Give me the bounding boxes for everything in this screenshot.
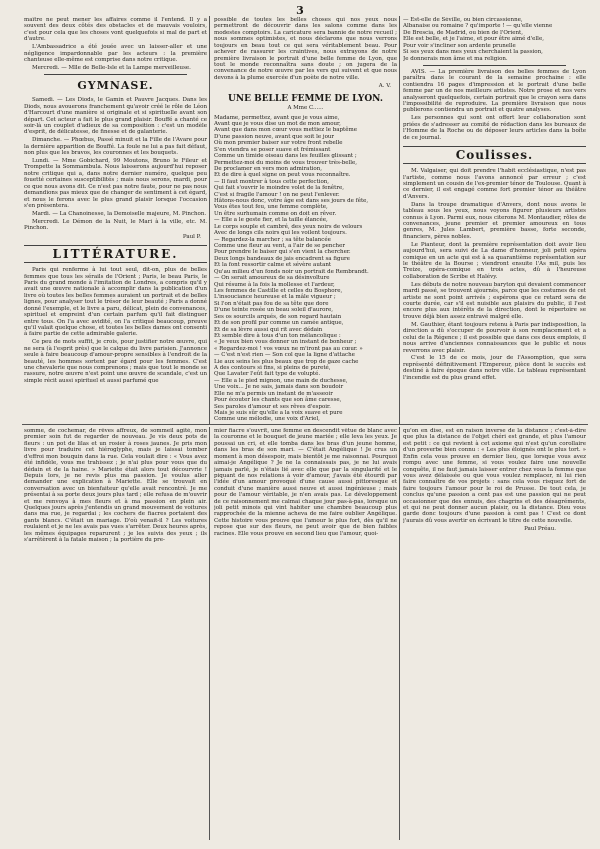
poem-line: Hâtons-nous donc, votre âge est dans ses jours de fête, bbox=[214, 198, 369, 205]
column-rule bbox=[209, 427, 210, 840]
poem-line: Madame, permettez, avant que je vous aime, bbox=[214, 114, 340, 121]
paragraph: Les personnes qui sont ont offert leur collaboration sont priées de s'adresser au comité de rédaction dans les bureaux de l'Homme de la Roche ou de déposer leurs articles dans la boîte de ce journal. bbox=[403, 115, 586, 141]
poem-verses bbox=[403, 17, 586, 62]
poem-line: — Elle a le geste fier, et la taille élancée, bbox=[214, 217, 328, 224]
poem-line: Ses paroles d'amour et ses rêves d'espoir. bbox=[214, 403, 331, 410]
poem-line: Ses os sourcils arqués, de son regard hautain bbox=[214, 313, 342, 320]
poem-line: — C'est n'est rien — Son col que la ligne d'attache bbox=[214, 352, 355, 359]
poem-verses bbox=[214, 115, 397, 421]
column-rule bbox=[399, 16, 400, 424]
paragraph: Le Pianteur, dont la première représentation doit avoir lieu aujourd'hui, sera suivi de La dame d'honneur, joli petit opéra comique en un acte qui est à sa quarantième représentation sur le théâtre de la Bourse ; viendront ensuite l'As mil, puis les Treize, opéra-comique en trois actes, dû à l'heureuse collaboration de Scribe et Halévy. bbox=[403, 241, 586, 280]
page-number: 3 bbox=[296, 4, 304, 17]
poem-line: Comme un timide oiseau dans les feuilles glissant ; bbox=[214, 153, 357, 160]
paragraph: maître ne peut mener les affaires comme il l'entend. Il y a souvent des deux côtés des obstacles et de mauvais vouloirs, c'est pour cela que les choses vont quelquefois si mal de part et d'autre. bbox=[24, 17, 207, 43]
signature: Paul Préau. bbox=[524, 526, 556, 533]
paragraph: possible de toutes les belles choses qui nos yeux nous permettront de découvrir dans les salons comme dans les modestes comptoirs. La caricature sera bannie de notre recueil ; nous sommes optimistes, et nous déclarons que nous verrons toujours en beau tout ce qui sera véritablement beau. Pour achever de rassurer les craintives, nous extrayons de notre première livraison le portrait d'une belle femme de Lyon, que tout le monde reconnaîtra sans doute ; on jugera de la convenance de notre œuvre par les vers qui suivent et que nous devons à la plume exercée d'un poète de notre ville. bbox=[214, 17, 397, 81]
feuilleton-column-3 bbox=[403, 428, 586, 840]
poem-line: Et semble dire à tous d'un ton mélancolique : bbox=[214, 332, 341, 339]
poem-line: Elle est belle, et je l'aime, et pour être aimé d'elle, bbox=[403, 36, 544, 43]
feuilleton-column-2 bbox=[214, 428, 397, 840]
poem-line: « Je veux bien vous donner un instant de bonheur ; bbox=[214, 339, 357, 346]
divider bbox=[44, 74, 187, 75]
poem-line: Lie aux seins les plus beaux que trop de gaze cache bbox=[214, 358, 359, 365]
poem-line: S'en viendra se poser suave et frémissant bbox=[214, 146, 331, 153]
poem-line: Avec de longs cils noirs qui les voilent toujours. bbox=[214, 230, 347, 237]
poem-line: Comme une fleur au vent, a l'air de se pencher bbox=[214, 243, 345, 250]
poem-line: — Regardez-la marcher ; sa tête balancée bbox=[214, 236, 331, 243]
paragraph: M. Valgaiser, qui doit prendre l'habit ecclésiastique, n'est pas l'artiste, comme nous l'avons annoncé par erreur ; c'est simplement un cousin de l'ex-premier ténor de Toulouse. Quant à ce dernier, il est engagé comme fort premier ténor au théâtre d'Anvers. bbox=[403, 168, 586, 200]
poem-line: Deux longs bandeaux de jais encadrent sa figure bbox=[214, 255, 350, 262]
paragraph: mier fiacre s'ouvrit, une femme en descendit vêtue de blanc avec la couronne et le bouquet de jeune mariée ; elle leva les yeux. Je poussai un cri, et elle tomba dans les bras d'un jeune homme, dans les bras de son mari. — C'était Angélique ! Je crus un moment à mon désespoir, mais bientôt je me raisonnai. Pourquoi aimai-je Angélique ? Je ne la connaissais pas, je ne lui avais jamais parlé, je n'étais lié avec elle que par la singularité et le piquant de nos relations à voir d'amour, j'avais été étourdi par l'idée d'un amour provoqué d'une cause aussi pittoresque et conduit d'une manière aussi neuve et aussi ingénieuse ; mais pour de l'amour véritable, je n'en avais pas. Le développement de ce raisonnement me calmai chaque jour pas-à-pas, lorsque un joli petit minois qui vint habiter une chambre beaucoup plus rapprochée de la mienne acheva de me faire oublier Angélique. Cette histoire vous prouve que l'amour le plus fort, dès qu'il ne repose que sur des fleurs, ne peut avoir que de bien faibles racines. Elle vous prouve en second lieu que l'amour, quoi- bbox=[214, 428, 397, 537]
column-2 bbox=[214, 17, 397, 421]
paragraph: Les débuts de notre nouveau baryton qui devaient commencer mardi passé, se trouvent ajournés, parce que les costumes de cet artiste ne sont point arrivés ; espérons que ce retard sera de courte durée, car s'il est nuisible aux plaisirs du public, il l'est encore plus aux intérêts de la direction, dont le répertoire se trouve déjà bien assez entravé malgré elle. bbox=[403, 281, 586, 320]
paragraph: AVIS. — La première livraison des belles femmes de Lyon paraîtra dans le courant de la semaine prochaine : elle contiendra 16 pages d'impression et le portrait d'une belle femme par un de nos meilleurs artistes. Notre prose et nos vers analyseront quelquefois, certain portrait que le crayon sera dans l'impossibilité de reproduire. La première livraison que nous publierons contiendra un portrait et quatre analyses. bbox=[403, 68, 586, 114]
poem-line: Permettez-moi du moins de vous trouver très-belle, bbox=[214, 159, 358, 166]
poem-line: De Brescia, de Madrid, ou bien de l'Orient, bbox=[403, 29, 524, 36]
poem-line: « Regardez-moi ! vos vœux ne m'iront pas au cœur. » bbox=[214, 345, 363, 352]
poem-line: Pour voir s'incliner son ardente prunelle bbox=[403, 42, 516, 49]
poem-line: A des contours si fins, si pleins de pureté, bbox=[214, 365, 331, 372]
poem-line: Le corps souple et cambré, des yeux noirs de velours bbox=[214, 223, 363, 230]
poem-line: Et de dire à quel signe on peut vous reconnaître. bbox=[214, 172, 351, 179]
signature: A. V. bbox=[378, 83, 391, 90]
poem-line: Vous êtes tout feu, une femme complète, bbox=[214, 204, 328, 211]
poem-line: Elle ne m'a permis un instant de m'asseoir bbox=[214, 390, 333, 397]
poem-line: L'insouciance heureuse et la mâle vigueur ; bbox=[214, 294, 336, 301]
paragraph: L'Ambassadrice a été jouée avec un laisser-aller et une négligence impardonnable par les acteurs : la première chanteuse elle-même est comprise dans notre critique. bbox=[24, 44, 207, 64]
poem-title: UNE BELLE FEMME DE LYON. bbox=[228, 93, 383, 104]
paragraph: Lundi. — Mme Gobichard, 99 Moutons, Bruno le Fileur et Trompette la Sommambula. Nous laisserons aujourd'hui reposer notre critique qui a, dans notre dernier numéro, quelque peu fouetté certaines susceptibilités ; mais nous serons, mardi, pour ce que nous avons dit. Ce n'est pas notre faute, pour ne pas nous demandions pas mieux que de changer de sentiment à cet égard, et nous le ferons avec le plus grand plaisir lorsque l'occasion s'en présentera. bbox=[24, 158, 207, 209]
poem-line: Que Lavater l'eût fait type de volupté. bbox=[214, 371, 321, 378]
paragraph: qu'on en dise, est en raison inverse de la distance ; c'est-à-dire que plus la distance de l'objet chéri est grande, et plus l'amour est petit : ce qui revient à cet axiome qui n'est qu'un corollaire d'un proverbe bien connu : « Les plus éloignés ont le plus tort. » Enfin cela vous prouve en dernier lieu, que lorsque vous avez rompu avec une femme, si vous voulez faire une nouvelle conquête, il ne faut jamais laisser entrer chez vous la femme que vous avez délaissée ou que vous voulez remplacer, ni lui rien faire connaître de vos projets : sans cela vous risquez fort de faire toujours l'amour pour le roi de Prusse. De tout cela, je conclus qu'une passion a cent pas est une passion qui ne peut occasionner que des ennuis, des chagrins et des désagréments, et qui ne peut donner aucun plaisir, ou la distance. Dieu vous garde donc toujours d'une passion à cent pas ! C'est ce dont j'aurais dû vous avertir en écrivant le titre de cette nouvelle. bbox=[403, 428, 586, 524]
paragraph: Mercredi. Le Démon de la Nuit, le Mari à la ville, etc. M. Pinchon. bbox=[24, 218, 207, 232]
poem-line: Qu'au milieu d'un fonds noir un portrait de Rembrandt. bbox=[214, 268, 369, 275]
paragraph: somme, de cochemar, de rêves affreux, de sommeil agité, mon premier soin fut de regarder de nouveau. Je vis deux pots de fleurs : un pot de lilas et un rosier à roses jaunes. Je pris mon livre pour traduire cet hiéroglyphe, mais je laissai tomber d'effroi mon bouquin dans la rue. Cela voulait dire : « Vous avez été infidèle, vous me trahissez ; je n'ai plus pour vous que du dédain et de la haine. » Mariette était alors tout décourvrie ! Depuis lors, je ne revis plus ma passion. Je voulus aller demander une explication à Mariette. Elle se trouvait en conversation avec un bienfaiteur qu'elle avait rencontré. Je me présentai à sa porte deux jours plus tard ; elle refusa de m'ouvrir et me renvoya à mes fleurs et à ma passion en plein air. Quelques jours après j'entendis un grand mouvement de voitures dans ma rue, je regardai ; les cochers de fiacres portaient des gants blancs. C'était un mariage. D'où venait-il ? Les voitures roulaient et je ne les avais pas vues s'arrêter. Deux heures après, les mêmes équipages reparurent ; je les suivis des yeux ; ils s'arrêtèrent à la fatale maison ; la portière du pre- bbox=[24, 428, 207, 544]
poem-line: — On serait amoureux de sa désinvolture bbox=[214, 275, 330, 282]
divider bbox=[423, 65, 566, 66]
signature: Paul P. bbox=[182, 233, 201, 240]
paragraph: Mercredi. — Mlle de Belle-Isle et la Lampe merveilleuse. bbox=[32, 64, 191, 71]
paragraph: Samedi. — Les Diods, le Gamin et Pauvre Jacques. Dans les Diods, nous avouerons franchement qu'avoir créé le rôle de Léon d'Harcourt d'une manière si originale et si spirituelle avant son départ. Cet acteur a fait le plus grand plaisir. Bouffé a chanté ce soir-là un couplet d'adieux de sa composition : c'est un modèle d'esprit, de délicatesse, de finesse et de galanterie. bbox=[24, 97, 207, 136]
poem-line: — Est-elle de Séville, ou bien circassienne, bbox=[403, 17, 523, 23]
poem-line: Et de sa lèvre aussi qui rit avec dédain bbox=[214, 326, 323, 333]
poem-line: Où mon premier baiser sur votre front rebelle bbox=[214, 140, 343, 147]
poem-dedication: A Mme C...... bbox=[287, 105, 324, 112]
column-rule bbox=[209, 16, 210, 424]
paragraph: Ce peu de mots suffit, je crois, pour justifier notre œuvre, qui ne sera (à l'esprit près) que le calque du livre parisien. J'annonce seule à faire beaucoup d'amour-propre sensibles à l'endroit de la beauté, les hommes sortent par égard pour les femmes. C'est une chevalerie que nous comprenons ; mais que tout le monde se rassure, notre œuvre n'est point une œuvre de scandale, c'est un simple récit aussi spirituel et aussi parfumé que bbox=[24, 339, 207, 384]
section-heading: Coulisses. bbox=[403, 146, 586, 164]
poem-line: Avant que je vous dise un mot de mon amour, bbox=[214, 121, 341, 127]
poem-line: — Elle a le pied mignon, une main de duchesse, bbox=[214, 377, 348, 384]
poem-line: Et de son profil pur comme un camée antique, bbox=[214, 320, 344, 327]
poem-line: C'est si fragile l'amour ! on ne peut l'enlever. bbox=[214, 191, 340, 198]
poem-line: Mais je suis sûr qu'elle a la voix suave et pure bbox=[214, 409, 343, 416]
column-rule bbox=[399, 427, 400, 840]
poem-line: Une voix... Je ne sais, jamais dans son boudoir bbox=[214, 384, 344, 391]
poem-line: Avant que dans mon cœur vous mettiez le baptême bbox=[214, 127, 357, 134]
paragraph: Mardi. — La Chanoinesse, la Demoiselle majeure, M. Pinchon. bbox=[32, 210, 207, 217]
poem-line: Qui fait s'ouvrir le moindre volet de la fenêtre, bbox=[214, 185, 345, 192]
paragraph: C'est le 15 de ce mois, jour de l'Assomption, que sera représenté définitivement l'Empereur, pièce dont le succès est destiné à faire époque dans notre ville. Le tableau représentant l'incendie est du plus grand effet. bbox=[403, 355, 586, 381]
poem-line: Si ses yeux dans mes yeux cherchaient la passion, bbox=[403, 49, 543, 56]
poem-line: Un être surhumain comme on doit en rêver. bbox=[214, 210, 337, 217]
section-heading: LITTÉRATURE. bbox=[24, 245, 207, 263]
paragraph: Paris qui renferme à lui tout seul, dit-on, plus de belles femmes que tous les sérails de l'Orient ; Paris, le beau Paris, le Paris du grand monde à l'imitation de Londres, a compris qu'il y avait une œuvre nationale à accomplir dans la publication d'un livre où toutes les belles femmes auraient un portrait et de belles lignes, pour analyser tout le trésor de leur beauté ; Paris a donné donné l'exemple, et le livre a paru, délicat, plein de convenances, spirituel et empreint d'un certain parfum qu'il fait distinguer entre tous. On l'a avec avidité, on l'a critiqué beaucoup, preuve qu'il valait quelque chose, et toutes les belles dames ont consenti à faire partie de cette admirable galerie. bbox=[24, 267, 207, 338]
poem-line: Comme une mélodie, une voix d'Ariel, bbox=[214, 416, 320, 421]
poem-line: Pour écouter les chants que son âme caresse, bbox=[214, 397, 342, 404]
section-rule bbox=[22, 424, 588, 425]
section-heading: GYMNASE. bbox=[77, 79, 154, 93]
paragraph: Dimanche. — Phœbus, Passé minuit et la Fille de l'Avare pour la dernière apparition de Bouffé. La foule ne lui a pas fait défaut, non plus que les bravos, les couronnes et les bouquets. bbox=[24, 137, 207, 157]
poem-line: — Il faut montrer à tous cette perfection, bbox=[214, 178, 330, 185]
feuilleton-column-1 bbox=[24, 428, 207, 840]
poem-line: Si l'on n'était pas fou de sa tête que dore bbox=[214, 300, 329, 307]
poem-line: Qui résume à la fois la mollesse et l'ardeur, bbox=[214, 281, 335, 288]
poem-line: Et la font ressortir calme et sévère autant bbox=[214, 262, 332, 269]
poem-line: De proclamer en vers mon admiration, bbox=[214, 165, 323, 172]
paragraph: M. Gauthier, étant toujours retenu à Paris par indisposition, la direction a dû s'occuper de pourvoir à son remplacement et a celui de la Régence ; il est possible que dans ces deux emplois, il nous arrive d'anciennes connaissances que le public et nous reverrons avec plaisir. bbox=[403, 321, 586, 354]
poem-line: D'une teinte rosée un beau soleil d'aurore, bbox=[214, 307, 334, 314]
poem-line: Albanaise ou romaine ? qu'importe ! — qu'elle vienne bbox=[403, 23, 553, 30]
column-1 bbox=[24, 17, 207, 421]
column-3 bbox=[403, 17, 586, 421]
poem-line: Les femmes de Castille et celles du Bosphore, bbox=[214, 287, 343, 294]
poem-line: Je donnerais mon âme et ma religion. bbox=[403, 55, 508, 62]
poem-line: Pour prendre le baiser qui s'en vient la chercher. bbox=[214, 249, 351, 256]
poem-line: D'une passion neuve, avant que soit le jour bbox=[214, 133, 335, 140]
paragraph: Dans la troupe dramatique d'Anvers, dont nous avons le tableau sous les yeux, nous voyons figurer plusieurs artistes connus à Lyon. Parmi eux, nous citerons M. Montaudier, rôles de convenances, jeune premier et premier amoureux en tous genres, M. Jules Lambert, première basse, forte seconde, financiers, pères nobles. bbox=[403, 201, 586, 240]
